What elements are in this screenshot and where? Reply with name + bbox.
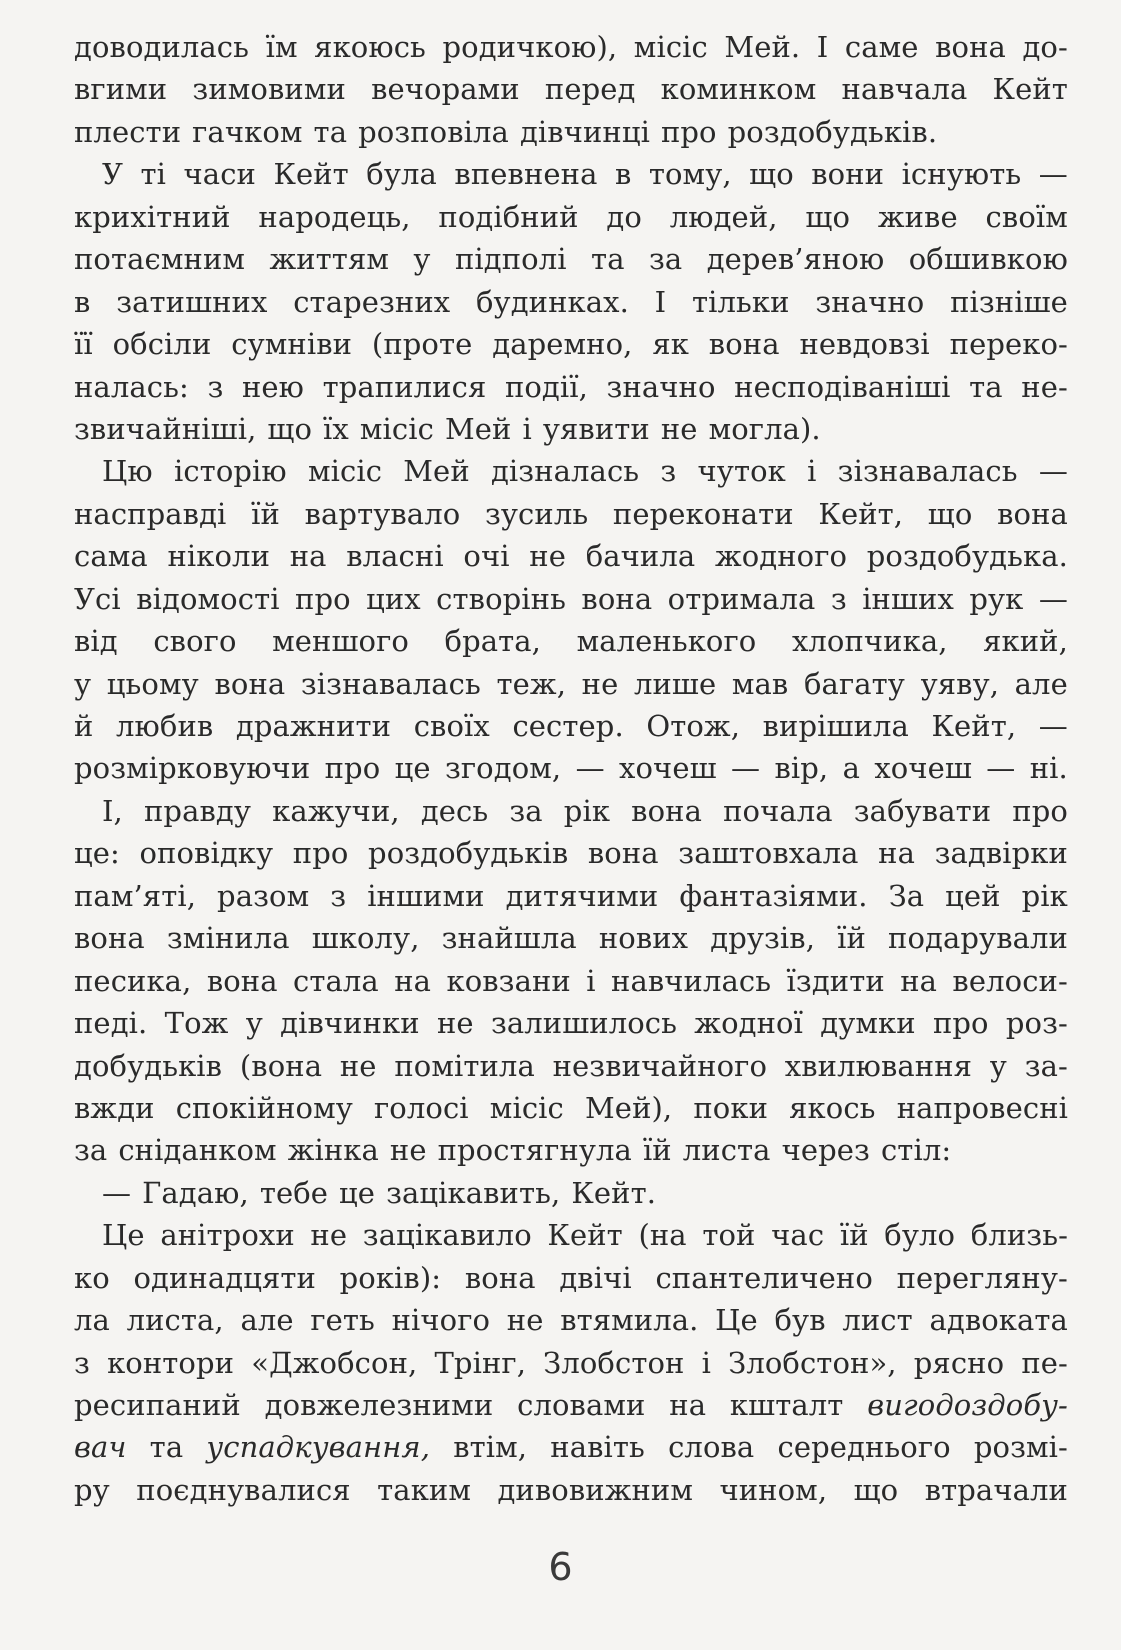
text-line: педі. Тож у дівчинки не залишилось жодної думки про роз-	[74, 1006, 1068, 1041]
text-line: пам’яті, разом з іншими дитячими фантазіями. За цей рік	[74, 878, 1068, 913]
text-line: добудьків (вона не помітила незвичайного хвилювання у за-	[74, 1048, 1068, 1083]
text-line: це: оповідку про роздобудьків вона заштовхала на задвірки	[74, 836, 1068, 871]
text-line: песика, вона стала на ковзани і навчилась їздити на велоси-	[74, 963, 1068, 998]
text-line: у цьому вона зізнавалась теж, не лише мав багату уяву, але	[74, 666, 1068, 701]
text-line: ла листа, але геть нічого не втямила. Це був лист адвоката	[74, 1303, 1068, 1338]
text-line: й любив дражнити своїх сестер. Отож, вирішила Кейт, —	[74, 709, 1068, 743]
text-line: з контори «Джобсон, Трінг, Злобстон і Злобстон», рясно пе-	[74, 1345, 1068, 1380]
text-line: — Гадаю, тебе це зацікавить, Кейт.	[102, 1175, 657, 1210]
text-line: доводилась їм якоюсь родичкою), місіс Мей. І саме вона до-	[74, 30, 1068, 64]
text-line: ко одинадцяти років): вона двічі спантеличено перегляну-	[74, 1260, 1068, 1295]
body-text	[74, 26, 1068, 1511]
text-line: звичайніші, що їх місіс Мей і уявити не могла).	[74, 411, 821, 446]
text-line: вгими зимовими вечорами перед коминком навчала Кейт	[74, 72, 1068, 107]
text-line: розмірковуючи про це згодом, — хочеш — вір, а хочеш — ні.	[74, 751, 1068, 786]
text-line: ру поєднувалися таким дивовижним чином, що втрачали	[74, 1472, 1068, 1507]
text-line: сама ніколи на власні очі не бачила жодного роздобудька.	[74, 539, 1068, 574]
text-line: налась: з нею трапилися події, значно несподіваніші та не-	[74, 369, 1068, 404]
text-line: плести гачком та розповіла дівчинці про роздобудьків.	[74, 114, 938, 149]
text-line: Цю історію місіс Мей дізналась з чуток і зізнавалась —	[102, 454, 1068, 489]
text-line: вач та успадкування, втім, навіть слова середнього розмі-	[74, 1430, 1068, 1465]
text-line: І, правду кажучи, десь за рік вона почала забувати про	[102, 793, 1068, 828]
text-line: її обсіли сумніви (проте даремно, як вона невдовзі переко-	[74, 327, 1068, 362]
text-line: потаємним життям у підполі та за дерев’яною обшивкою	[74, 242, 1068, 277]
text-line: в затишних старезних будинках. І тільки значно пізніше	[74, 284, 1068, 319]
text-line: вона змінила школу, знайшла нових друзів, їй подарували	[74, 921, 1068, 956]
text-line: від свого меншого брата, маленького хлопчика, який,	[74, 624, 1068, 659]
text-line: Це анітрохи не зацікавило Кейт (на той час їй було близь-	[102, 1218, 1068, 1253]
text-line: ресипаний довжелезними словами на кшталт вигодоздобу-	[74, 1388, 1068, 1422]
text-line: У ті часи Кейт була впевнена в тому, що вони існують —	[102, 157, 1068, 192]
text-line: вжди спокійному голосі місіс Мей), поки якось напровесні	[74, 1090, 1068, 1125]
text-line: за сніданком жінка не простягнула їй листа через стіл:	[74, 1133, 952, 1168]
page-number: 6	[548, 1545, 573, 1589]
text-line: насправді їй вартувало зусиль переконати Кейт, що вона	[74, 496, 1068, 531]
text-line: крихітний народець, подібний до людей, що живе своїм	[74, 199, 1068, 234]
text-line: Усі відомості про цих створінь вона отримала з інших рук —	[74, 581, 1068, 616]
